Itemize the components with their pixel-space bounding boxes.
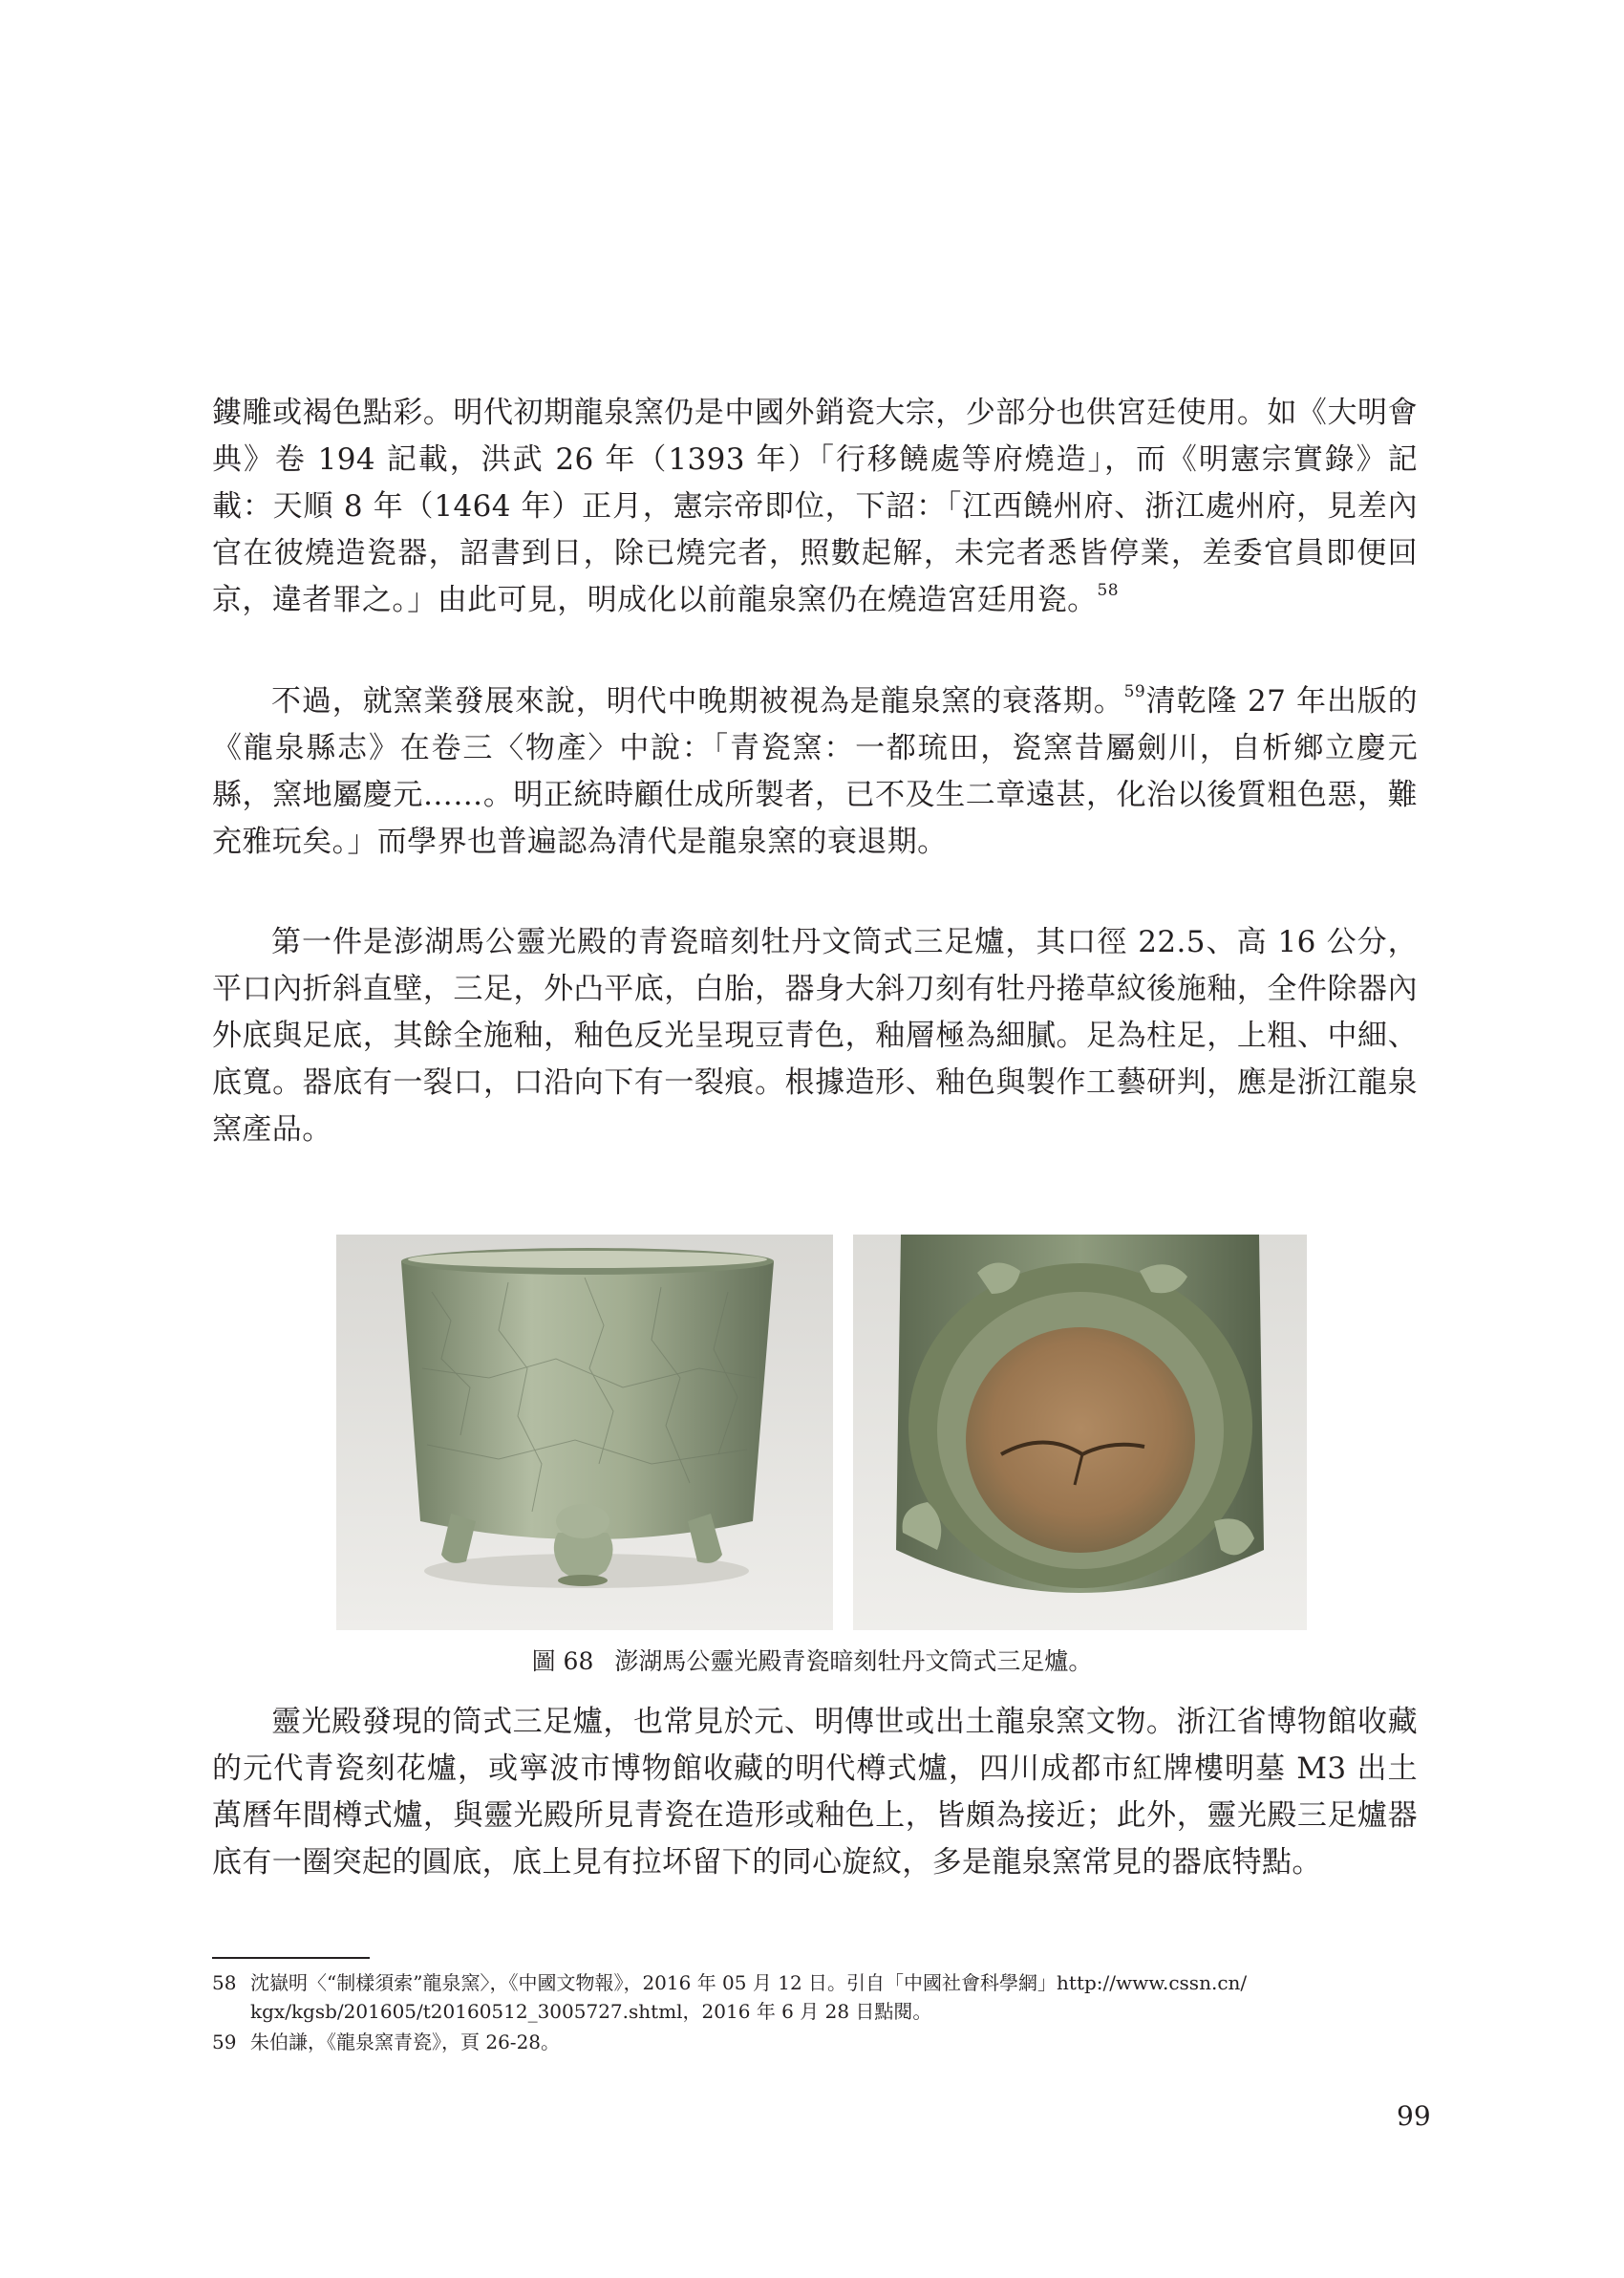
paragraph-1-text: 鏤雕或褐色點彩。明代初期龍泉窯仍是中國外銷瓷大宗，少部分也供宮廷使用。如《大明會典》卷 194 記載，洪武 26 年（1393 年）「行移饒處等府燒造」，而《明憲宗實錄》記載：天順 8 年（1464 年）正月，憲宗帝即位，下詔：「江西饒州府、浙江處州府，見差內官在彼燒造瓷器，詔書到日，除已燒完者，照數起解，未完者悉皆停業，差委官員即便回京，違者罪之。」由此可見，明成化以前龍泉窯仍在燒造宮廷用瓷。 xyxy=(212,396,1418,617)
tripod-censer-base-photo xyxy=(853,1235,1307,1630)
footnote-divider xyxy=(212,1957,370,1959)
footnote-59 xyxy=(212,2028,1418,2056)
footnote-58-number: 58 xyxy=(212,1971,237,1994)
paragraph-2-text-b: 清乾隆 27 年出版的《龍泉縣志》在卷三〈物產〉中說：「青瓷窯：一都琉田，瓷窯昔屬劍川，自析鄉立慶元縣，窯地屬慶元……。明正統時顧仕成所製者，已不及生二章遠甚，化治以後質粗色惡，難充雅玩矣。」而學界也普遍認為清代是龍泉窯的衰退期。 xyxy=(212,684,1418,859)
footnote-ref-58[interactable]: 58 xyxy=(1097,580,1119,600)
footnote-58-line1[interactable]: 沈嶽明〈“制樣須索”龍泉窯〉，《中國文物報》，2016 年 05 月 12 日。引自「中國社會科學網」http://www.cssn.cn/ xyxy=(250,1971,1248,1994)
paragraph-1 xyxy=(212,390,1418,624)
footnote-59-number: 59 xyxy=(212,2031,237,2053)
paragraph-3 xyxy=(212,919,1418,1153)
paragraph-2 xyxy=(212,678,1418,866)
figure-caption xyxy=(0,1645,1624,1678)
page-number: 99 xyxy=(1397,2100,1431,2132)
paragraph-4-text: 靈光殿發現的筒式三足爐，也常見於元、明傳世或出土龍泉窯文物。浙江省博物館收藏的元代青瓷刻花爐，或寧波市博物館收藏的明代樽式爐，四川成都市紅牌樓明墓 M3 出土萬曆年間樽式爐，與靈光殿所見青瓷在造形或釉色上，皆頗為接近；此外，靈光殿三足爐器底有一圈突起的圓底，底上見有拉坏留下的同心旋紋，多是龍泉窯常見的器底特點。 xyxy=(212,1705,1418,1880)
paragraph-3-text: 第一件是澎湖馬公靈光殿的青瓷暗刻牡丹文筒式三足爐，其口徑 22.5、高 16 公分，平口內折斜直壁，三足，外凸平底，白胎，器身大斜刀刻有牡丹捲草紋後施釉，全件除器內外底與足底，其餘全施釉，釉色反光呈現豆青色，釉層極為細膩。足為柱足，上粗、中細、底寬。器底有一裂口，口沿向下有一裂痕。根據造形、釉色與製作工藝研判，應是浙江龍泉窯產品。 xyxy=(212,925,1418,1147)
tripod-censer-side-photo xyxy=(336,1235,833,1630)
footnote-58 xyxy=(212,1968,1418,2026)
footnote-58-line2[interactable]: kgx/kgsb/201605/t20160512_3005727.shtml，2016 年 6 月 28 日點閱。 xyxy=(250,2000,932,2023)
paragraph-2-text-a: 不過，就窯業發展來說，明代中晚期被視為是龍泉窯的衰落期。 xyxy=(271,684,1124,719)
footnote-59-line1: 朱伯謙，《龍泉窯青瓷》，頁 26-28。 xyxy=(250,2031,561,2053)
figure-caption-text: 澎湖馬公靈光殿青瓷暗刻牡丹文筒式三足爐。 xyxy=(614,1647,1093,1675)
figure-number: 圖 68 xyxy=(531,1647,594,1675)
footnote-ref-59[interactable]: 59 xyxy=(1123,681,1146,701)
paragraph-4 xyxy=(212,1699,1418,1886)
